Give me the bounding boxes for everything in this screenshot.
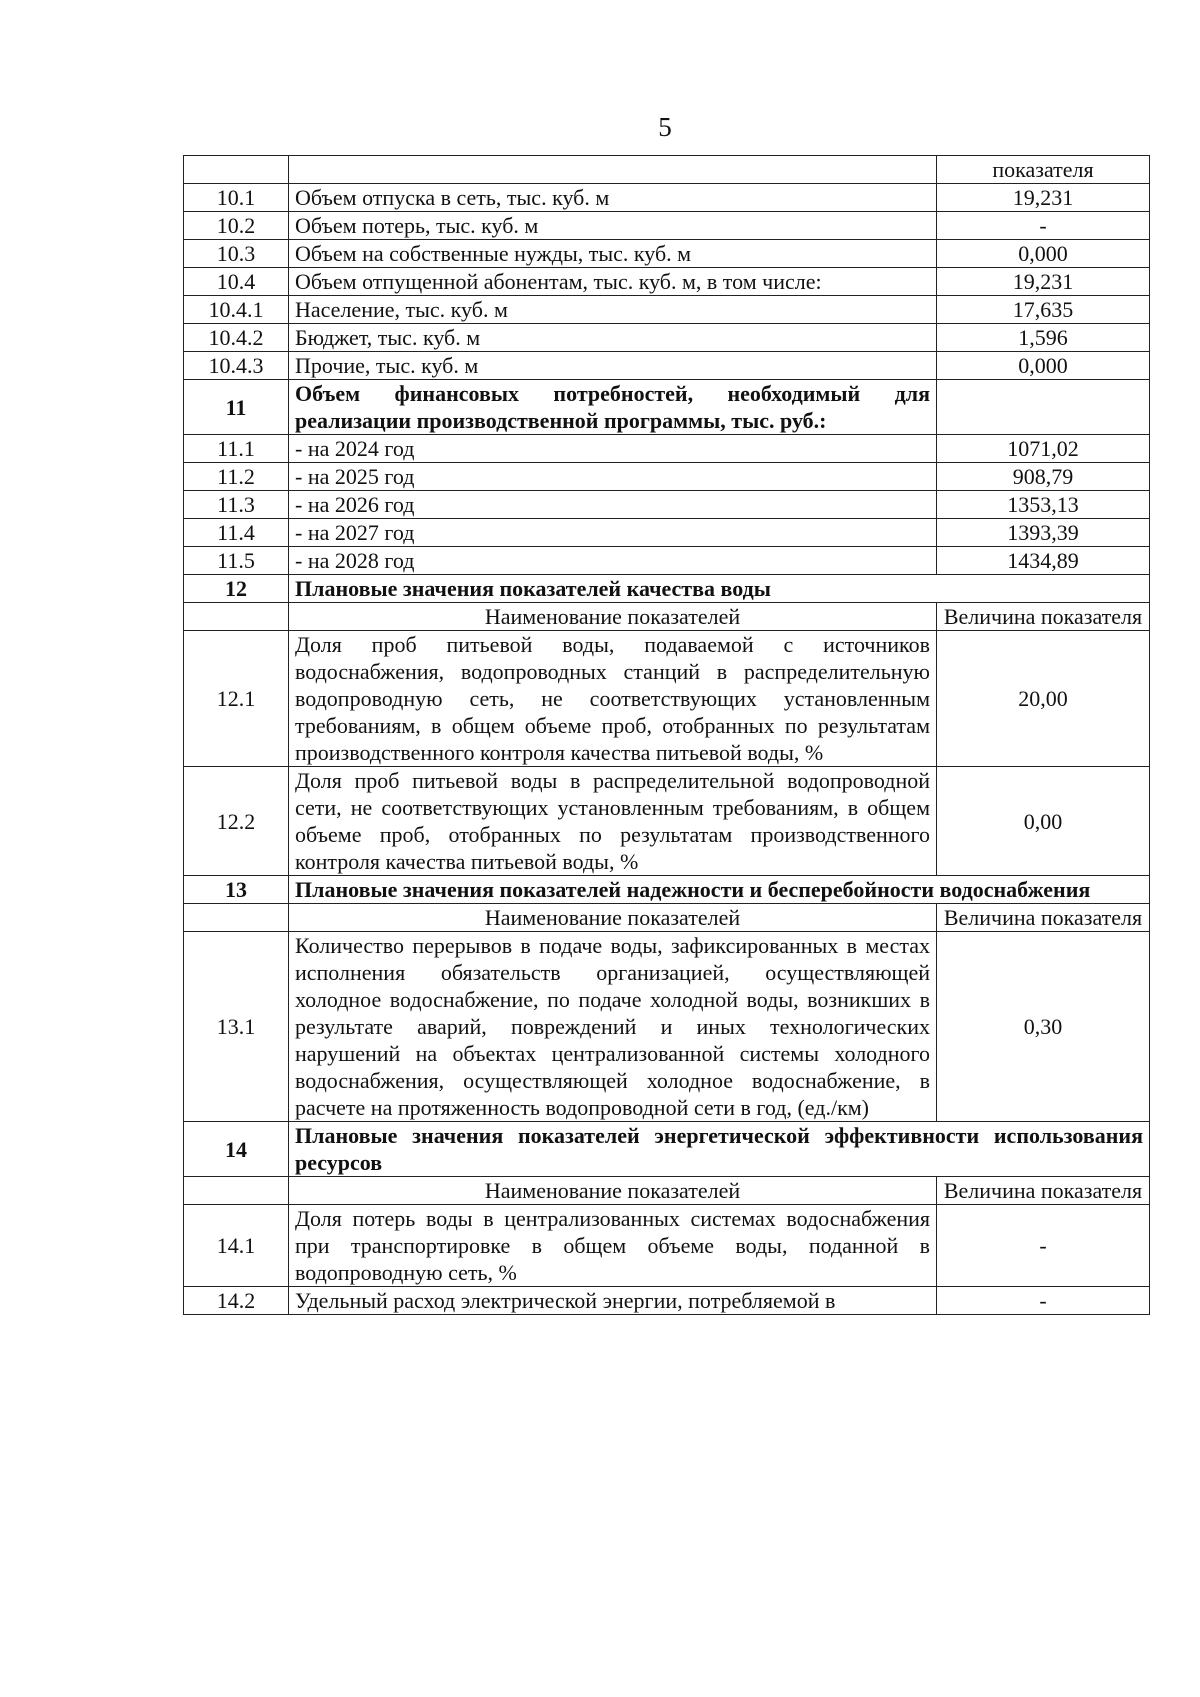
row-number: 10.4 bbox=[184, 268, 289, 296]
row-number: 10.4.3 bbox=[184, 352, 289, 380]
row-number: 12.1 bbox=[184, 631, 289, 767]
section-row bbox=[184, 876, 1150, 904]
row-name: Население, тыс. куб. м bbox=[289, 296, 937, 324]
table-row bbox=[184, 491, 1150, 519]
row-name bbox=[289, 156, 937, 184]
column-header-row bbox=[184, 1177, 1150, 1205]
column-header-name: Наименование показателей bbox=[289, 1177, 937, 1205]
section-number: 13 bbox=[184, 876, 289, 904]
row-number: 10.3 bbox=[184, 240, 289, 268]
row-value: - bbox=[937, 1287, 1150, 1315]
page-number: 5 bbox=[658, 112, 672, 142]
table-row bbox=[184, 296, 1150, 324]
row-name: - на 2027 год bbox=[289, 519, 937, 547]
row-number: 11.1 bbox=[184, 435, 289, 463]
row-number: 11.3 bbox=[184, 491, 289, 519]
row-name: - на 2028 год bbox=[289, 547, 937, 575]
section-number: 12 bbox=[184, 575, 289, 603]
row-name: - на 2024 год bbox=[289, 435, 937, 463]
column-header-name: Наименование показателей bbox=[289, 603, 937, 631]
row-number: 10.2 bbox=[184, 212, 289, 240]
column-header-value: Величина показателя bbox=[937, 603, 1150, 631]
row-name: Объем потерь, тыс. куб. м bbox=[289, 212, 937, 240]
row-value: 19,231 bbox=[937, 184, 1150, 212]
table-row bbox=[184, 767, 1150, 876]
row-number: 10.1 bbox=[184, 184, 289, 212]
table-row bbox=[184, 240, 1150, 268]
section-row bbox=[184, 575, 1150, 603]
row-name: - на 2026 год bbox=[289, 491, 937, 519]
row-name: Удельный расход электрической энергии, потребляемой в bbox=[289, 1287, 937, 1315]
row-number: 11.2 bbox=[184, 463, 289, 491]
row-value: - bbox=[937, 212, 1150, 240]
section-title: Объем финансовых потребностей, необходимый для реализации производственной программы, тыс. руб.: bbox=[289, 380, 937, 435]
table-row bbox=[184, 268, 1150, 296]
row-number: 11.5 bbox=[184, 547, 289, 575]
row-value: 1434,89 bbox=[937, 547, 1150, 575]
column-header-value: Величина показателя bbox=[937, 1177, 1150, 1205]
row-value: 0,30 bbox=[937, 932, 1150, 1122]
table-row bbox=[184, 212, 1150, 240]
table-row bbox=[184, 631, 1150, 767]
row-value: 1071,02 bbox=[937, 435, 1150, 463]
row-number: 11.4 bbox=[184, 519, 289, 547]
row-value: 0,000 bbox=[937, 352, 1150, 380]
row-name: Объем отпущенной абонентам, тыс. куб. м, в том числе: bbox=[289, 268, 937, 296]
row-value: показателя bbox=[937, 156, 1150, 184]
section-title: Плановые значения показателей качества воды bbox=[289, 575, 1150, 603]
row-number: 12.2 bbox=[184, 767, 289, 876]
column-header-row bbox=[184, 603, 1150, 631]
row-value: 20,00 bbox=[937, 631, 1150, 767]
row-value: 1,596 bbox=[937, 324, 1150, 352]
section-title: Плановые значения показателей надежности и бесперебойности водоснабжения bbox=[289, 876, 1150, 904]
indicators-table bbox=[183, 155, 1150, 1315]
table-row bbox=[184, 184, 1150, 212]
header-number-cell bbox=[184, 603, 289, 631]
row-number bbox=[184, 156, 289, 184]
header-number-cell bbox=[184, 904, 289, 932]
row-name: Бюджет, тыс. куб. м bbox=[289, 324, 937, 352]
row-value: 0,00 bbox=[937, 767, 1150, 876]
section-title: Плановые значения показателей энергетической эффективности использования ресурсов bbox=[289, 1122, 1150, 1177]
section-number: 11 bbox=[184, 380, 289, 435]
row-name: Доля потерь воды в централизованных системах водоснабжения при транспортировке в общем объеме воды, поданной в водопроводную сеть, % bbox=[289, 1205, 937, 1287]
row-value: 0,000 bbox=[937, 240, 1150, 268]
row-name: Доля проб питьевой воды, подаваемой с источников водоснабжения, водопроводных станций в распределительную водопроводную сеть, не соответствующих установленным требованиям, в общем объеме проб, отобранных по результатам производственного контроля качества питьевой воды, % bbox=[289, 631, 937, 767]
row-number: 10.4.2 bbox=[184, 324, 289, 352]
row-value: 19,231 bbox=[937, 268, 1150, 296]
table-row bbox=[184, 324, 1150, 352]
table-row bbox=[184, 519, 1150, 547]
row-value: 1393,39 bbox=[937, 519, 1150, 547]
table-row bbox=[184, 156, 1150, 184]
row-number: 14.2 bbox=[184, 1287, 289, 1315]
row-value: 908,79 bbox=[937, 463, 1150, 491]
table-row bbox=[184, 463, 1150, 491]
section-row bbox=[184, 380, 1150, 435]
row-name: Доля проб питьевой воды в распределительной водопроводной сети, не соответствующих установленным требованиям, в общем объеме проб, отобранных по результатам производственного контроля качества питьевой воды, % bbox=[289, 767, 937, 876]
row-number: 14.1 bbox=[184, 1205, 289, 1287]
column-header-value: Величина показателя bbox=[937, 904, 1150, 932]
table-row bbox=[184, 932, 1150, 1122]
table-row bbox=[184, 435, 1150, 463]
row-value: 1353,13 bbox=[937, 491, 1150, 519]
header-number-cell bbox=[184, 1177, 289, 1205]
table-row bbox=[184, 1205, 1150, 1287]
table-row bbox=[184, 352, 1150, 380]
section-row bbox=[184, 1122, 1150, 1177]
row-number: 13.1 bbox=[184, 932, 289, 1122]
row-name: Объем на собственные нужды, тыс. куб. м bbox=[289, 240, 937, 268]
row-name: Количество перерывов в подаче воды, зафиксированных в местах исполнения обязательств организацией, осуществляющей холодное водоснабжение, по подаче холодной воды, возникших в результате аварий, повреждений и иных технологических нарушений на объектах централизованной системы холодного водоснабжения, осуществляющей холодное водоснабжение, в расчете на протяженность водопроводной сети в год, (ед./км) bbox=[289, 932, 937, 1122]
column-header-row bbox=[184, 904, 1150, 932]
row-value: - bbox=[937, 1205, 1150, 1287]
section-value-cell bbox=[937, 380, 1150, 435]
row-value: 17,635 bbox=[937, 296, 1150, 324]
column-header-name: Наименование показателей bbox=[289, 904, 937, 932]
row-name: Объем отпуска в сеть, тыс. куб. м bbox=[289, 184, 937, 212]
row-number: 10.4.1 bbox=[184, 296, 289, 324]
row-name: - на 2025 год bbox=[289, 463, 937, 491]
table-row bbox=[184, 1287, 1150, 1315]
section-number: 14 bbox=[184, 1122, 289, 1177]
row-name: Прочие, тыс. куб. м bbox=[289, 352, 937, 380]
table-row bbox=[184, 547, 1150, 575]
